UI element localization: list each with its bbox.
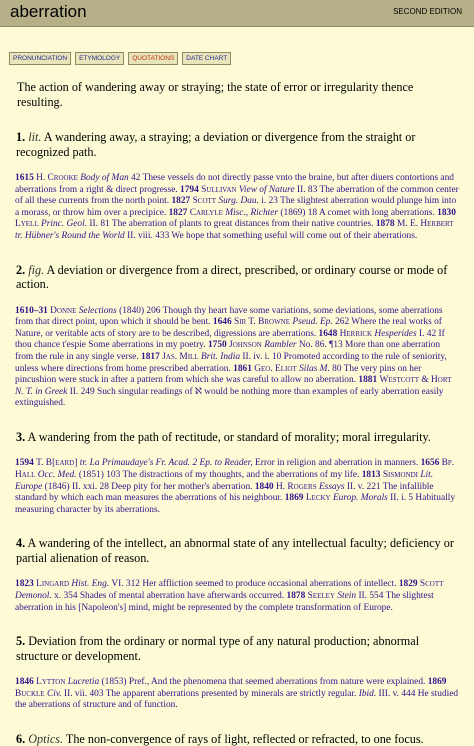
sense-definition	[16, 130, 460, 159]
quotation-text: III. v. 444 He studied the aberrations of structure and of function.	[15, 688, 459, 711]
quotation-year: 1827	[171, 196, 191, 207]
quotation-text: VI. 312 Her affliction seemed to produce occasional aberrations of intellect.	[111, 579, 397, 590]
quotation-title: Hist. Eng.	[71, 579, 110, 590]
sense-2	[10, 263, 460, 410]
quotation-title: Stein	[337, 590, 357, 601]
quotation-title: Brit. India	[200, 351, 241, 362]
quotation-year: 1840	[254, 481, 274, 492]
quotation-title: Europ. Morals	[332, 493, 388, 504]
quotations-block	[15, 306, 460, 410]
senses-list	[10, 130, 460, 746]
headword: aberration	[10, 2, 87, 21]
quotation-title: Body of Man	[80, 173, 129, 183]
quotation-author: Sir T. Browne	[233, 317, 291, 328]
quotation-year: 1594	[15, 458, 34, 469]
sense-3	[10, 430, 460, 516]
quotation-year: 1878	[286, 590, 306, 601]
sense-label: fig.	[28, 262, 45, 277]
quotation-text: (1853) Pref., And the phenomena that seemed aberrations from nature were explained.	[101, 677, 426, 688]
quotation-text: II. i. 5 Habitually measuring character by its aberrations.	[15, 493, 456, 515]
quotations-block	[15, 173, 460, 243]
quotation-text: II. v. 221 The infallible standard by which each man measures the aberrations of his neighbour.	[15, 481, 434, 504]
quotation	[15, 677, 428, 687]
sense-5	[10, 634, 460, 712]
sense-definition	[16, 732, 460, 746]
sense-number: 1.	[16, 130, 26, 144]
quotation-text: 262 Where the real works of Nature, or veritable acts of story are to be described, digressions are aberrations.	[15, 317, 442, 339]
quotation-title: Princ. Geol.	[40, 219, 88, 230]
quotation-author: Donne	[50, 305, 77, 316]
quotation-year: 1827	[168, 207, 188, 218]
quotation-text: II. vii. 403 The apparent aberrations presented by minerals are strictly regular.	[63, 688, 357, 699]
quotation-year: 1861	[233, 363, 252, 374]
sense-number: 3.	[16, 429, 26, 444]
quotation-text: (1869) 18 A comet with long aberrations.	[280, 207, 435, 218]
sense-text: A wandering from the path of rectitude, or standard of morality; moral irregularity.	[27, 429, 431, 444]
sense-number: 4.	[16, 536, 26, 551]
quotation-author: Lytton	[36, 677, 66, 688]
quotation-title: Silas M.	[299, 363, 330, 374]
sense-label: lit.	[28, 130, 42, 144]
quotation-author: Westcott & Hort	[379, 375, 452, 386]
sense-number: 6.	[16, 731, 26, 746]
quotation-author: Scott	[419, 579, 444, 590]
tab-date-chart[interactable]: DATE CHART	[182, 52, 231, 65]
quotation-year: 1817	[141, 351, 160, 362]
quotation-author: Lyell	[15, 219, 39, 230]
sense-definition	[16, 536, 460, 565]
quotation-text: II. 83 The aberration of the common center of all these currents from the north point.	[15, 184, 459, 207]
quotation-year: 1878	[375, 219, 395, 230]
sense-number: 2.	[16, 262, 26, 277]
quotation-year: 1846	[15, 677, 34, 688]
quotation-year: 1869	[284, 493, 304, 504]
quotations-block	[15, 458, 460, 516]
quotation-author: Geo. Eliot	[254, 363, 297, 374]
quotation-year: 1881	[358, 375, 378, 386]
quotation-text: I. 42 If thou chance t'espie Some aberrations in my poetry.	[15, 328, 445, 351]
quotation-author: Buckle	[15, 688, 45, 699]
sense-6	[10, 732, 460, 746]
sense-text: Deviation from the ordinary or normal type of any natural production; abnormal structure or development.	[16, 634, 420, 663]
sense-1	[10, 130, 460, 243]
quotation-text: No. 86. ¶13 More than one aberration from the rule in any single verse.	[15, 340, 441, 362]
quotation-author: Scott	[192, 196, 217, 207]
quotation-author: H. Rogers	[275, 481, 317, 492]
quotation-year: 1823	[15, 579, 34, 590]
quotation-author: Jas. Mill	[162, 351, 199, 362]
quotation-year: 1610–31	[15, 305, 48, 316]
edition-label: SECOND EDITION	[393, 7, 462, 16]
quotation-title: Rambler	[264, 340, 297, 351]
quotation-year: 1829	[398, 579, 418, 590]
quotation-author: H. Crooke	[36, 173, 78, 183]
quotation-title: Lucretia	[67, 677, 100, 688]
quotation-title: Civ.	[46, 688, 62, 699]
quotation-author: Carlyle	[189, 207, 223, 218]
quotation	[15, 458, 421, 468]
quotation-text: II. 554 The slightest aberration in his [Napoleon's] mind, might be represented by the complete transformation of Europe.	[15, 590, 434, 613]
quotation-year: 1830	[437, 207, 456, 218]
tab-bar	[0, 27, 474, 65]
quotation-title: N. T. in Greek	[15, 386, 68, 397]
quotation-author: Sullivan	[201, 184, 237, 195]
quotation-text: x. 354 Shades of mental aberration have afterwards occurred.	[54, 590, 285, 601]
tab-pronunciation[interactable]: PRONUNCIATION	[9, 52, 71, 65]
quotation-text: II. 249 Such singular readings of ℵ would be nothing more than examples of early aberration easily extinguished.	[15, 386, 444, 409]
tab-etymology[interactable]: ETYMOLOGY	[75, 52, 124, 65]
sense-text: A deviation or divergence from a direct, prescribed, or ordinary course or mode of action.	[16, 262, 448, 292]
sense-definition	[16, 263, 460, 292]
quotation-author: Lingard	[36, 579, 70, 590]
quotation	[169, 208, 438, 218]
quotation	[15, 579, 399, 589]
quotation-text: 80 The very pins on her pincushion were stuck in after a pattern from which she was careful to allow no aberration.	[15, 363, 422, 386]
quotation-title: Lit. Europe	[15, 470, 434, 492]
quotation-year: 1615	[15, 173, 34, 183]
quotation-year: 1656	[420, 458, 440, 469]
quotation-year: 1813	[361, 470, 381, 480]
quotation-title: Surg. Dau.	[218, 196, 259, 207]
quotation-year: 1648	[318, 328, 338, 339]
quotation-author: Seeley	[307, 590, 335, 601]
quotation-author: Herrick	[339, 328, 373, 339]
quotation-author: Sismondi	[382, 470, 418, 480]
quotations-block	[15, 677, 460, 712]
quotation-title: Selections	[78, 305, 117, 316]
quotation-title: Ibid.	[358, 688, 377, 699]
quotation-text: II. viii. 433 We hope that something useful will come out of their aberrations.	[127, 230, 418, 241]
main-definition: The action of wandering away or straying; the state of error or irregularity thence resulting.	[17, 80, 414, 109]
quotation-title: View of Nature	[238, 184, 295, 195]
sense-text: The non-convergence of rays of light, reflected or refracted, to one focus.	[65, 731, 424, 746]
quotation-title: Essays	[318, 481, 345, 492]
quotation-text: (1846) II. xxi. 28 Deep pity for her mother's aberration.	[44, 481, 253, 492]
quotation-title: Demonol.	[15, 590, 52, 601]
quotation-text: II. iv. i. 10 Promoted according to the rule of seniority, unless where directions from home prescribed aberration.	[15, 351, 447, 374]
quotation-title: tr. Hübner's Round the World	[15, 230, 125, 241]
quotation-year: 1869	[427, 677, 447, 688]
sense-definition	[16, 634, 460, 663]
quotation-title: Misc., Richter	[225, 207, 279, 218]
quotation-title: tr. La Primaudaye's Fr. Acad. 2 Ep. to Reader,	[79, 458, 253, 469]
sense-definition	[16, 430, 460, 445]
quotations-block	[15, 579, 460, 614]
sense-number: 5.	[16, 634, 26, 649]
tab-quotations[interactable]: QUOTATIONS	[128, 52, 178, 65]
quotation-text: i. 23 The slightest aberration would plunge him into a morass, or throw him over a precipice.	[15, 196, 457, 218]
quotation-title: Occ. Med.	[37, 470, 77, 480]
sense-text: A wandering away, a straying; a deviation or divergence from the straight or recognized path.	[16, 130, 416, 159]
sense-label: Optics.	[28, 731, 64, 746]
entry-header	[0, 0, 474, 27]
quotation-author: Bp. Hall	[15, 458, 455, 480]
sense-4	[10, 536, 460, 614]
quotation-title: Pseud. Ep.	[292, 317, 333, 328]
quotation-author: Lecky	[305, 493, 331, 504]
quotation-text: II. 81 The aberration of plants to great distances from their native countries.	[89, 219, 374, 230]
sense-text: A wandering of the intellect, an abnormal state of any intellectual faculty; deficiency or partial alienation of reason.	[16, 536, 454, 565]
quotation-year: 1750	[207, 340, 227, 351]
quotation-text: (1840) 206 Though thy heart have some variations, some deviations, some aberrations from that direct point, upon which it should be bent.	[15, 305, 443, 328]
quotation-year: 1646	[212, 317, 232, 328]
quotation-year: 1794	[180, 184, 199, 195]
quotation-text: Error in religion and aberration in manners.	[254, 458, 419, 469]
quotation-title: Hesperides	[374, 328, 417, 339]
quotation-author: M. E. Herbert	[396, 219, 454, 230]
quotation-author: T. B[eard]	[36, 458, 78, 469]
entry-content	[0, 80, 474, 746]
quotation-text: 42 These vessels do not directly passe vnto the braine, but after diuers contortions and aberrations from a right & direct progresse.	[15, 173, 454, 195]
quotation-text: (1851) 103 The distractions of my thoughts, and the aberrations of my life.	[78, 470, 360, 480]
quotation-author: Johnson	[229, 340, 262, 351]
